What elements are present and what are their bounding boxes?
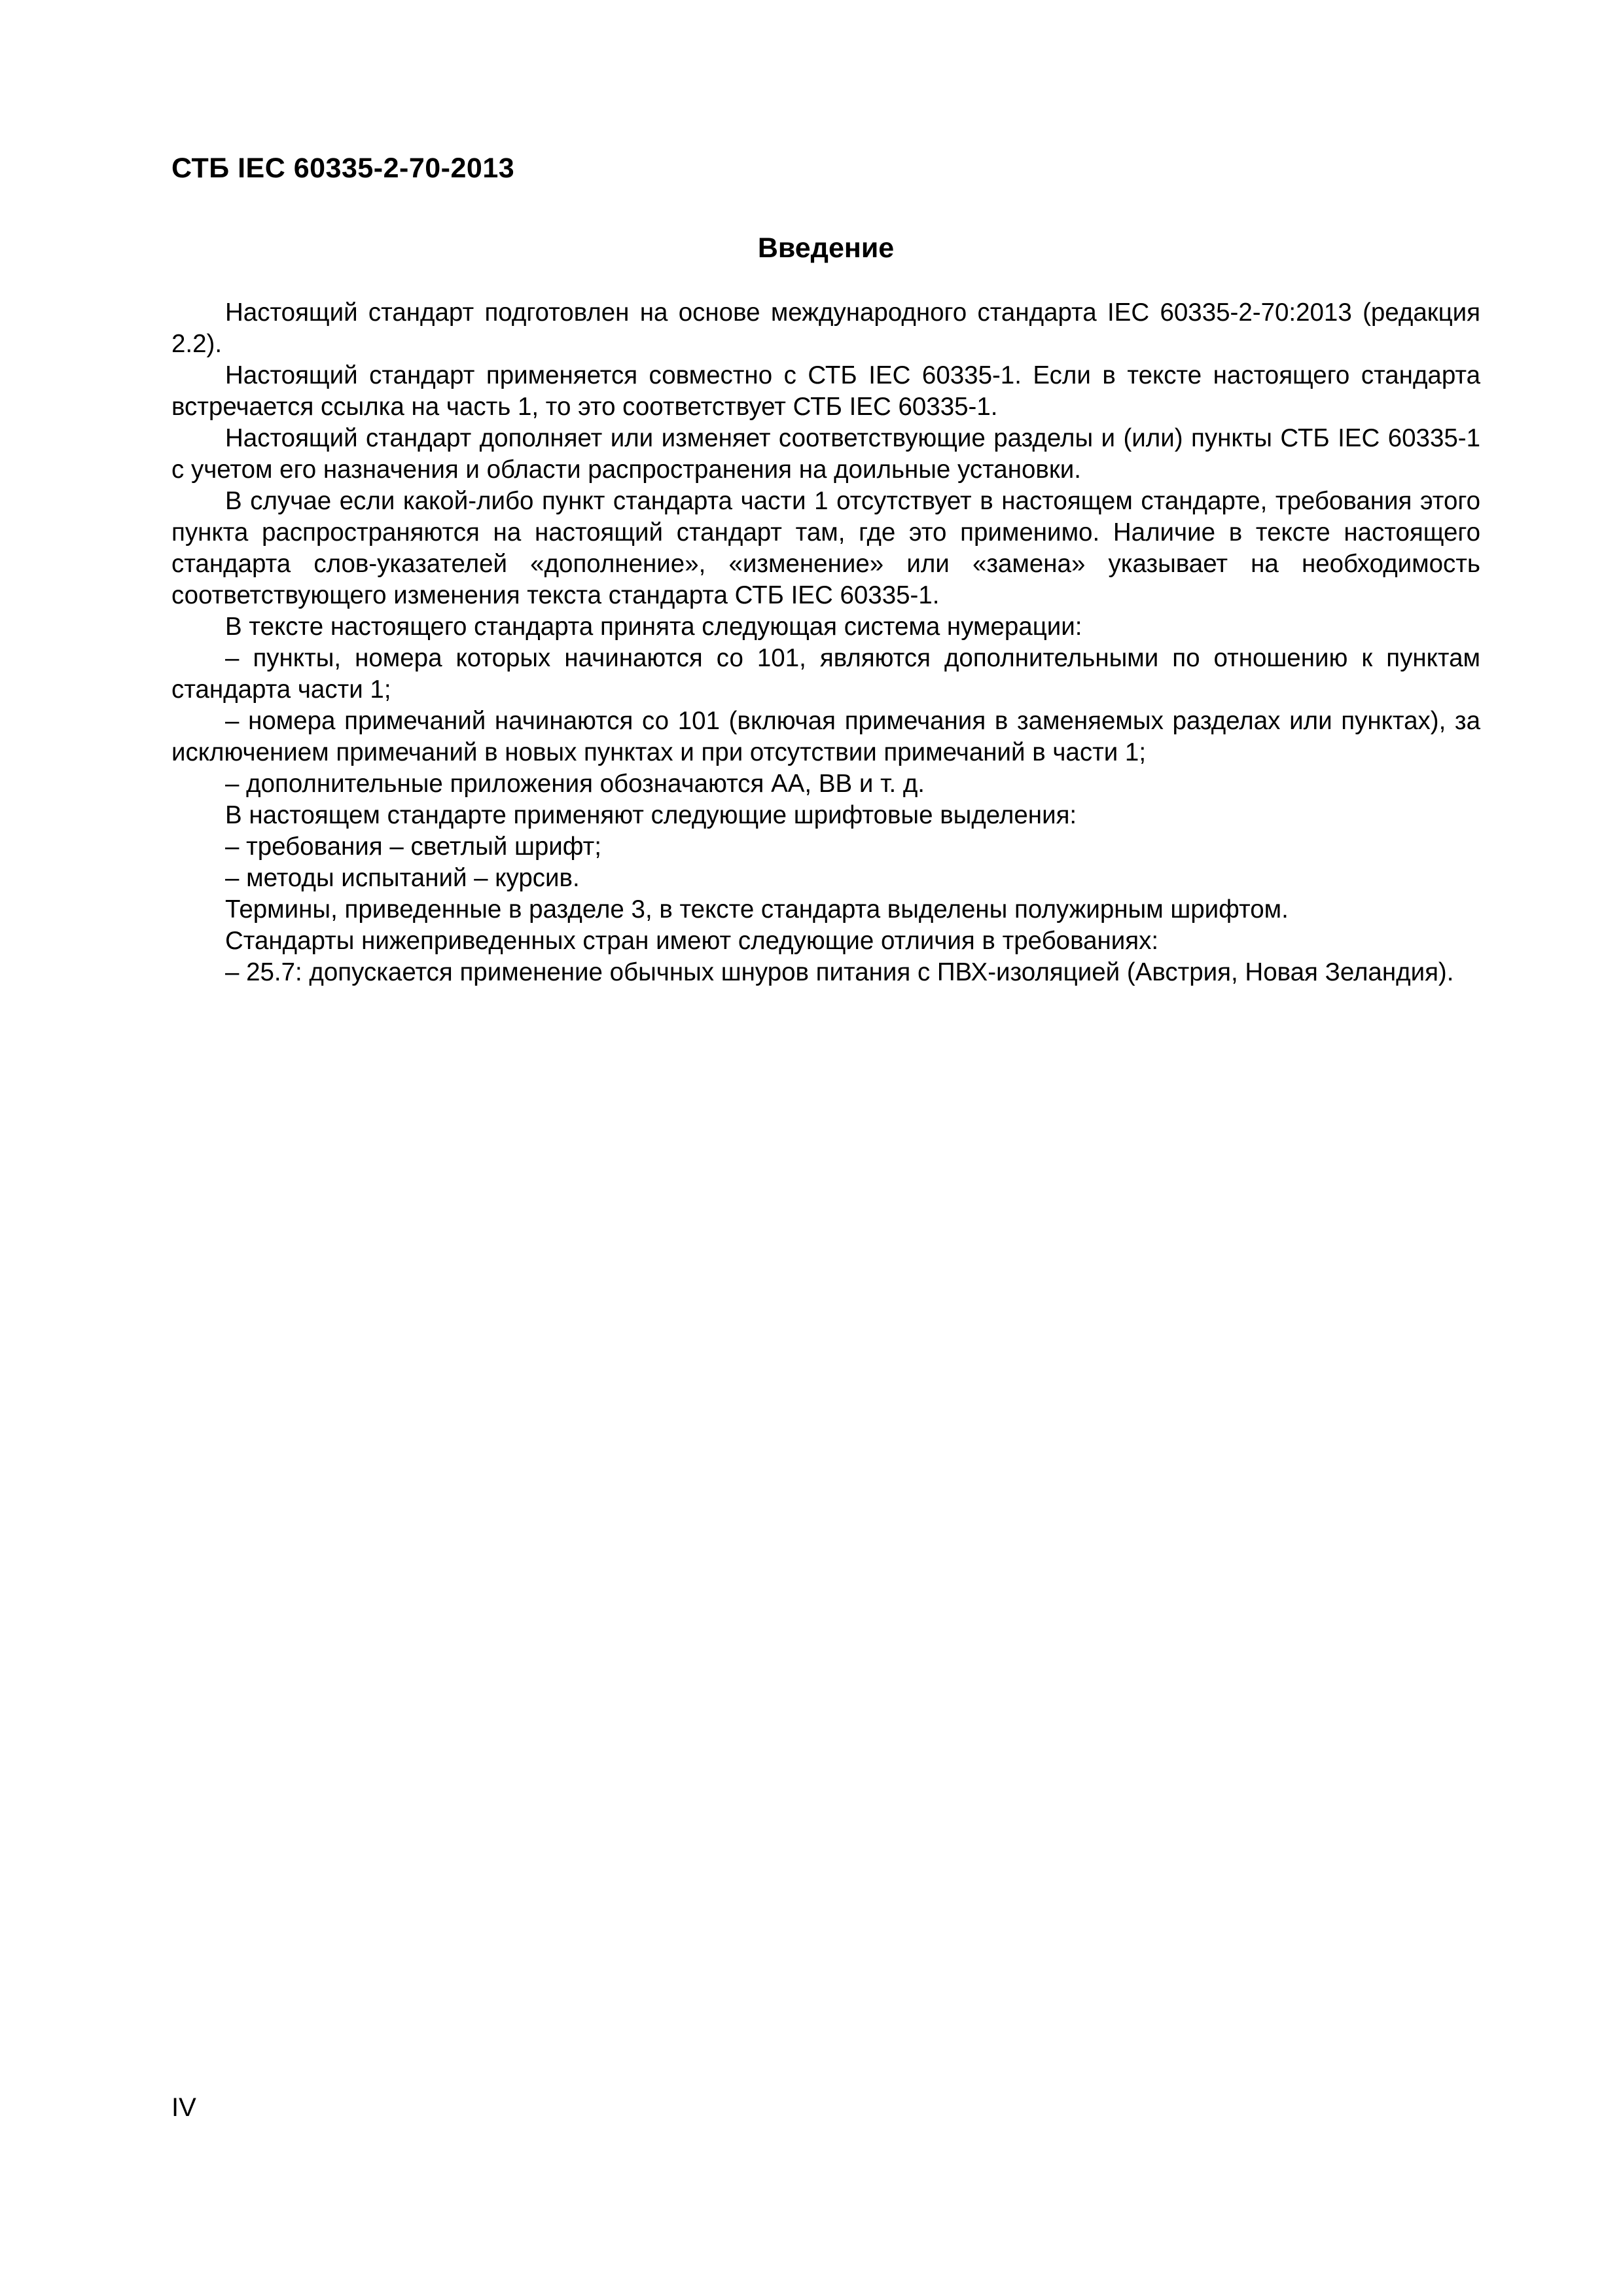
introduction-body xyxy=(171,297,1480,988)
paragraph: Настоящий стандарт дополняет или изменяет соответствующие разделы и (или) пункты СТБ IEC 60335-1 с учетом его назначения и области распространения на доильные установки. xyxy=(171,424,1480,484)
list-item: – методы испытаний – курсив. xyxy=(225,864,580,892)
paragraph: В настоящем стандарте применяют следующие шрифтовые выделения: xyxy=(225,801,1077,829)
paragraph: Термины, приведенные в разделе 3, в тексте стандарта выделены полужирным шрифтом. xyxy=(225,895,1289,924)
list-item: – требования – светлый шрифт; xyxy=(225,833,601,861)
paragraph: В тексте настоящего стандарта принята следующая система нумерации: xyxy=(225,613,1082,641)
section-title: Введение xyxy=(757,232,895,264)
list-item: – 25.7: допускается применение обычных шнуров питания с ПВХ-изоляцией (Австрия, Новая Зеландия). xyxy=(225,958,1454,986)
paragraph: Настоящий стандарт подготовлен на основе международного стандарта IEC 60335-2-70:2013 (редакция 2.2). xyxy=(171,298,1480,358)
paragraph: Настоящий стандарт применяется совместно с СТБ IEC 60335-1. Если в тексте настоящего стандарта встречается ссылка на часть 1, то это соответствует СТБ IEC 60335-1. xyxy=(171,361,1480,421)
list-item: – пункты, номера которых начинаются со 101, являются дополнительными по отношению к пунктам стандарта части 1; xyxy=(171,644,1480,704)
paragraph: Стандарты нижеприведенных стран имеют следующие отличия в требованиях: xyxy=(225,927,1159,955)
paragraph: В случае если какой-либо пункт стандарта части 1 отсутствует в настоящем стандарте, требования этого пункта распространяются на настоящий стандарт там, где это применимо. Наличие в тексте настоящего стандарта слов-указателей «дополнение», «изменение» или «замена» указывает на необходимость соответствующего изменения текста стандарта СТБ IEC 60335-1. xyxy=(171,487,1480,609)
page-number: IV xyxy=(171,2093,196,2122)
list-item: – дополнительные приложения обозначаются AA, BB и т. д. xyxy=(225,770,925,798)
list-item: – номера примечаний начинаются со 101 (включая примечания в заменяемых разделах или пунктах), за исключением примечаний в новых пунктах и при отсутствии примечаний в части 1; xyxy=(171,707,1480,766)
document-code: СТБ IEC 60335-2-70-2013 xyxy=(171,152,515,184)
